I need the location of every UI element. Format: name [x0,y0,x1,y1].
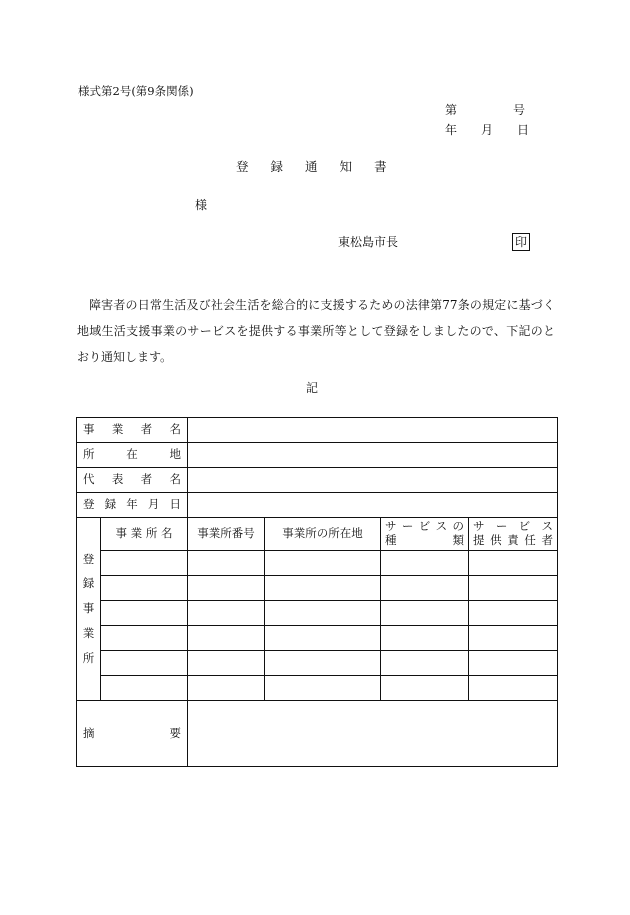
office-cell[interactable] [188,651,265,676]
row-label-address [77,443,188,468]
office-cell[interactable] [265,576,381,601]
label-char: 者 [140,422,153,437]
office-cell[interactable] [469,626,558,651]
office-cell[interactable] [469,551,558,576]
office-cell[interactable] [188,626,265,651]
row-label-operator [77,418,188,443]
label-char: 摘 [83,725,95,740]
table-row [77,651,558,676]
registered-offices-label [77,518,101,701]
side-label-char: 事 [82,601,95,616]
table-row [77,701,558,767]
label-char: 地 [169,447,181,462]
header-char: の [452,519,464,534]
table-row [77,443,558,468]
label-char: 月 [147,497,160,512]
label-char: 業 [111,422,124,437]
table-row [77,576,558,601]
office-cell[interactable] [265,601,381,626]
title-char: 録 [270,159,284,174]
row-label-registration-date [77,493,188,518]
body-text: 障害者の日常生活及び社会生活を総合的に支援するための法律第77条の規定に基づく地域生活支援事業のサービスを提供する事業所等として登録をしましたので、下記のとおり通知します。 [77,298,555,364]
doc-number-suffix: 号 [513,103,526,117]
table-row [77,626,558,651]
label-char: 録 [104,497,117,512]
summary-field[interactable] [188,701,558,767]
address-field[interactable] [188,443,558,468]
label-char: 代 [83,472,95,487]
office-cell[interactable] [469,601,558,626]
title-char: 知 [339,159,353,174]
header-char: サ [385,519,397,534]
office-cell[interactable] [381,676,469,701]
office-cell[interactable] [188,601,265,626]
header-char: ス [541,519,553,534]
row-label-summary [77,701,188,767]
office-cell[interactable] [381,551,469,576]
table-row [77,468,558,493]
office-cell[interactable] [265,551,381,576]
date-year: 年 [445,123,458,137]
header-char: サ [473,519,485,534]
header-service-manager [469,518,558,551]
office-cell[interactable] [381,626,469,651]
office-cell[interactable] [381,601,469,626]
header-char: ー [495,519,508,534]
side-label-char: 所 [82,650,95,665]
issue-date [445,124,529,136]
office-cell[interactable] [188,576,265,601]
table-header-row [77,518,558,551]
office-cell[interactable] [101,651,188,676]
representative-field[interactable] [188,468,558,493]
header-char: 類 [452,533,464,547]
table-row [77,551,558,576]
label-char: 年 [126,497,138,512]
table-row [77,676,558,701]
label-char: 名 [169,422,181,437]
side-label-char: 登 [82,551,95,566]
date-day: 日 [517,123,530,137]
office-cell[interactable] [101,601,188,626]
table-row [77,601,558,626]
date-month: 月 [481,123,494,137]
office-cell[interactable] [381,576,469,601]
office-cell[interactable] [101,626,188,651]
header-char: ビ [518,519,531,534]
operator-name-field[interactable] [188,418,558,443]
side-label-char: 業 [82,625,95,640]
header-char: 種 [385,533,397,547]
ki-heading: 記 [306,381,319,395]
title-char: 通 [305,159,318,174]
row-label-representative [77,468,188,493]
table-row [77,493,558,518]
office-cell[interactable] [469,651,558,676]
document-number [445,103,526,117]
title-char: 書 [374,159,387,174]
seal-stamp: 印 [512,233,530,251]
office-cell[interactable] [265,651,381,676]
doc-number-prefix: 第 [445,103,458,117]
office-cell[interactable] [101,676,188,701]
header-char: 任 [524,533,536,547]
header-office-number: 事業所番号 [188,518,265,551]
label-char: 事 [83,422,95,437]
office-cell[interactable] [469,576,558,601]
title-char: 登 [236,159,249,174]
office-cell[interactable] [469,676,558,701]
side-label-char: 録 [82,576,95,591]
header-office-address: 事業所の所在地 [265,518,381,551]
label-char: 要 [169,725,181,740]
label-char: 者 [140,472,153,487]
header-char: 者 [541,533,553,547]
label-char: 在 [126,447,138,462]
label-char: 名 [169,472,181,487]
header-service-type [381,518,469,551]
office-cell[interactable] [101,576,188,601]
label-char: 登 [83,497,95,512]
header-char: ビ [418,519,431,534]
document-title [236,161,387,174]
form-number: 様式第2号(第9条関係) [78,84,194,98]
header-char: ス [435,519,448,534]
header-office-name: 事 業 所 名 [101,518,188,551]
office-cell[interactable] [381,651,469,676]
header-char: 提 [473,533,485,547]
registration-date-field[interactable] [188,493,558,518]
label-char: 所 [83,447,95,462]
registration-table [76,417,558,767]
office-cell[interactable] [188,551,265,576]
office-cell[interactable] [188,676,265,701]
header-char: ー [401,519,414,534]
office-cell[interactable] [265,676,381,701]
issuer-name: 東松島市長 [338,235,399,249]
header-char: 供 [490,533,502,547]
label-char: 表 [111,472,124,487]
header-char: 責 [507,533,519,547]
office-cell[interactable] [265,626,381,651]
recipient-honorific: 様 [195,198,208,212]
label-char: 日 [169,497,181,512]
office-cell[interactable] [101,551,188,576]
table-row [77,418,558,443]
